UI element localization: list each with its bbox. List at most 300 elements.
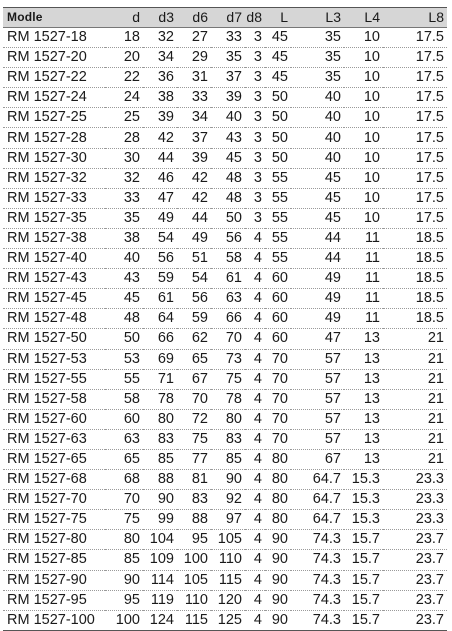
value-cell-d6: 115 (177, 610, 211, 630)
value-cell-l8: 21 (383, 409, 447, 429)
value-cell-d6: 59 (177, 309, 211, 329)
value-cell-l: 60 (265, 289, 291, 309)
value-cell-d7: 63 (211, 289, 245, 309)
value-cell-d6: 95 (177, 530, 211, 550)
value-cell-l: 60 (265, 309, 291, 329)
value-cell-d3: 56 (143, 249, 177, 269)
value-cell-l4: 15.3 (344, 490, 383, 510)
value-cell-d6: 110 (177, 590, 211, 610)
value-cell-d3: 90 (143, 490, 177, 510)
model-cell: RM 1527-43 (3, 269, 105, 289)
table-row (3, 490, 447, 510)
value-cell-l4: 15.7 (344, 530, 383, 550)
value-cell-l3: 40 (291, 88, 344, 108)
value-cell-l: 55 (265, 168, 291, 188)
value-cell-l: 55 (265, 228, 291, 248)
value-cell-d: 100 (105, 610, 143, 630)
value-cell-l3: 74.3 (291, 570, 344, 590)
value-cell-l4: 15.7 (344, 610, 383, 630)
value-cell-d8: 3 (245, 128, 265, 148)
value-cell-d8: 4 (245, 329, 265, 349)
value-cell-l3: 49 (291, 289, 344, 309)
value-cell-d7: 37 (211, 68, 245, 88)
model-cell: RM 1527-40 (3, 249, 105, 269)
value-cell-d7: 115 (211, 570, 245, 590)
value-cell-d3: 36 (143, 68, 177, 88)
value-cell-l4: 13 (344, 449, 383, 469)
table-row (3, 68, 447, 88)
value-cell-d7: 97 (211, 510, 245, 530)
value-cell-l4: 15.3 (344, 510, 383, 530)
value-cell-d7: 120 (211, 590, 245, 610)
value-cell-l4: 13 (344, 409, 383, 429)
value-cell-l: 70 (265, 349, 291, 369)
value-cell-l4: 10 (344, 208, 383, 228)
value-cell-l4: 10 (344, 128, 383, 148)
value-cell-d: 65 (105, 449, 143, 469)
table-row (3, 188, 447, 208)
value-cell-d: 22 (105, 68, 143, 88)
value-cell-d7: 75 (211, 369, 245, 389)
value-cell-l4: 11 (344, 309, 383, 329)
table-row (3, 289, 447, 309)
model-cell: RM 1527-63 (3, 429, 105, 449)
value-cell-d3: 71 (143, 369, 177, 389)
value-cell-l3: 57 (291, 349, 344, 369)
value-cell-l: 70 (265, 389, 291, 409)
value-cell-d3: 32 (143, 28, 177, 48)
value-cell-l8: 18.5 (383, 289, 447, 309)
value-cell-l4: 13 (344, 429, 383, 449)
value-cell-l4: 13 (344, 349, 383, 369)
value-cell-d6: 39 (177, 148, 211, 168)
value-cell-d: 24 (105, 88, 143, 108)
value-cell-d6: 72 (177, 409, 211, 429)
value-cell-d: 75 (105, 510, 143, 530)
value-cell-d: 63 (105, 429, 143, 449)
value-cell-l: 50 (265, 88, 291, 108)
value-cell-l3: 57 (291, 409, 344, 429)
value-cell-d8: 4 (245, 510, 265, 530)
value-cell-l8: 21 (383, 369, 447, 389)
value-cell-d: 32 (105, 168, 143, 188)
value-cell-l4: 15.3 (344, 470, 383, 490)
value-cell-d7: 73 (211, 349, 245, 369)
value-cell-d7: 56 (211, 228, 245, 248)
value-cell-l: 80 (265, 470, 291, 490)
value-cell-l4: 10 (344, 48, 383, 68)
value-cell-d3: 124 (143, 610, 177, 630)
table-row (3, 369, 447, 389)
value-cell-l3: 49 (291, 309, 344, 329)
value-cell-l3: 57 (291, 429, 344, 449)
model-cell: RM 1527-35 (3, 208, 105, 228)
value-cell-d8: 4 (245, 490, 265, 510)
value-cell-d: 20 (105, 48, 143, 68)
model-cell: RM 1527-58 (3, 389, 105, 409)
value-cell-d3: 104 (143, 530, 177, 550)
value-cell-d7: 70 (211, 329, 245, 349)
value-cell-l3: 45 (291, 188, 344, 208)
table-body (3, 28, 447, 631)
value-cell-d7: 58 (211, 249, 245, 269)
value-cell-l: 90 (265, 610, 291, 630)
value-cell-d6: 77 (177, 449, 211, 469)
value-cell-d8: 4 (245, 389, 265, 409)
value-cell-d: 45 (105, 289, 143, 309)
value-cell-d8: 4 (245, 530, 265, 550)
value-cell-l8: 17.5 (383, 28, 447, 48)
value-cell-d3: 85 (143, 449, 177, 469)
value-cell-d7: 92 (211, 490, 245, 510)
value-cell-d: 58 (105, 389, 143, 409)
header-row (3, 8, 447, 28)
value-cell-l4: 11 (344, 289, 383, 309)
model-cell: RM 1527-55 (3, 369, 105, 389)
value-cell-l3: 35 (291, 28, 344, 48)
table-row (3, 249, 447, 269)
table-row (3, 108, 447, 128)
table-row (3, 530, 447, 550)
column-header-l3: L3 (291, 8, 344, 28)
value-cell-d6: 49 (177, 228, 211, 248)
table-row (3, 550, 447, 570)
value-cell-d3: 59 (143, 269, 177, 289)
model-cell: RM 1527-20 (3, 48, 105, 68)
value-cell-l8: 23.7 (383, 550, 447, 570)
value-cell-l: 45 (265, 68, 291, 88)
value-cell-d6: 83 (177, 490, 211, 510)
value-cell-d: 50 (105, 329, 143, 349)
value-cell-l3: 64.7 (291, 470, 344, 490)
value-cell-d: 38 (105, 228, 143, 248)
value-cell-l8: 17.5 (383, 168, 447, 188)
table-row (3, 409, 447, 429)
value-cell-d6: 33 (177, 88, 211, 108)
value-cell-d8: 3 (245, 88, 265, 108)
model-cell: RM 1527-32 (3, 168, 105, 188)
value-cell-l3: 64.7 (291, 510, 344, 530)
value-cell-l8: 17.5 (383, 88, 447, 108)
value-cell-d7: 78 (211, 389, 245, 409)
table-row (3, 329, 447, 349)
value-cell-l: 70 (265, 429, 291, 449)
value-cell-d7: 105 (211, 530, 245, 550)
value-cell-d: 80 (105, 530, 143, 550)
value-cell-d8: 4 (245, 449, 265, 469)
value-cell-d8: 4 (245, 590, 265, 610)
model-cell: RM 1527-45 (3, 289, 105, 309)
value-cell-l: 80 (265, 449, 291, 469)
table-row (3, 590, 447, 610)
value-cell-d: 53 (105, 349, 143, 369)
value-cell-l3: 35 (291, 48, 344, 68)
value-cell-l8: 17.5 (383, 48, 447, 68)
value-cell-d6: 29 (177, 48, 211, 68)
value-cell-l4: 10 (344, 28, 383, 48)
value-cell-d8: 4 (245, 349, 265, 369)
value-cell-d3: 44 (143, 148, 177, 168)
column-header-d7: d7 (211, 8, 245, 28)
value-cell-d6: 81 (177, 470, 211, 490)
value-cell-l4: 10 (344, 168, 383, 188)
value-cell-d3: 69 (143, 349, 177, 369)
value-cell-l4: 15.7 (344, 590, 383, 610)
value-cell-d8: 4 (245, 550, 265, 570)
value-cell-d7: 33 (211, 28, 245, 48)
value-cell-l8: 21 (383, 389, 447, 409)
table-row (3, 269, 447, 289)
value-cell-l3: 49 (291, 269, 344, 289)
model-cell: RM 1527-68 (3, 470, 105, 490)
value-cell-l8: 23.7 (383, 590, 447, 610)
value-cell-l4: 10 (344, 188, 383, 208)
model-cell: RM 1527-60 (3, 409, 105, 429)
value-cell-l3: 74.3 (291, 550, 344, 570)
value-cell-d7: 48 (211, 168, 245, 188)
value-cell-d7: 61 (211, 269, 245, 289)
table-row (3, 28, 447, 48)
value-cell-d: 35 (105, 208, 143, 228)
value-cell-d6: 54 (177, 269, 211, 289)
value-cell-d6: 100 (177, 550, 211, 570)
model-cell: RM 1527-28 (3, 128, 105, 148)
value-cell-l3: 35 (291, 68, 344, 88)
value-cell-d8: 3 (245, 208, 265, 228)
value-cell-d3: 119 (143, 590, 177, 610)
value-cell-d6: 51 (177, 249, 211, 269)
value-cell-d: 70 (105, 490, 143, 510)
value-cell-d8: 4 (245, 228, 265, 248)
value-cell-l3: 45 (291, 208, 344, 228)
column-header-l4: L4 (344, 8, 383, 28)
table-row (3, 570, 447, 590)
column-header-d: d (105, 8, 143, 28)
model-cell: RM 1527-85 (3, 550, 105, 570)
model-cell: RM 1527-50 (3, 329, 105, 349)
value-cell-l4: 13 (344, 369, 383, 389)
value-cell-d6: 88 (177, 510, 211, 530)
value-cell-d8: 3 (245, 108, 265, 128)
value-cell-l4: 11 (344, 269, 383, 289)
value-cell-d3: 78 (143, 389, 177, 409)
value-cell-l8: 21 (383, 449, 447, 469)
value-cell-l3: 45 (291, 168, 344, 188)
value-cell-d6: 42 (177, 168, 211, 188)
table-row (3, 510, 447, 530)
table-row (3, 88, 447, 108)
value-cell-d6: 67 (177, 369, 211, 389)
value-cell-l8: 21 (383, 429, 447, 449)
model-cell: RM 1527-24 (3, 88, 105, 108)
value-cell-l4: 11 (344, 228, 383, 248)
value-cell-l3: 44 (291, 249, 344, 269)
value-cell-l3: 47 (291, 329, 344, 349)
value-cell-d: 90 (105, 570, 143, 590)
model-cell: RM 1527-18 (3, 28, 105, 48)
value-cell-d3: 99 (143, 510, 177, 530)
column-header-l: L (265, 8, 291, 28)
value-cell-l8: 23.7 (383, 610, 447, 630)
value-cell-l3: 40 (291, 108, 344, 128)
model-cell: RM 1527-25 (3, 108, 105, 128)
column-header-model: Modle (3, 8, 105, 28)
value-cell-l: 55 (265, 249, 291, 269)
model-cell: RM 1527-22 (3, 68, 105, 88)
value-cell-d3: 42 (143, 128, 177, 148)
value-cell-l3: 74.3 (291, 610, 344, 630)
value-cell-d: 33 (105, 188, 143, 208)
table-row (3, 148, 447, 168)
column-header-d8: d8 (245, 8, 265, 28)
value-cell-d7: 110 (211, 550, 245, 570)
value-cell-d3: 54 (143, 228, 177, 248)
value-cell-l8: 23.3 (383, 490, 447, 510)
model-cell: RM 1527-90 (3, 570, 105, 590)
value-cell-d6: 37 (177, 128, 211, 148)
value-cell-d7: 85 (211, 449, 245, 469)
column-header-d3: d3 (143, 8, 177, 28)
value-cell-l8: 18.5 (383, 228, 447, 248)
value-cell-l: 60 (265, 329, 291, 349)
value-cell-d8: 3 (245, 28, 265, 48)
value-cell-d8: 4 (245, 309, 265, 329)
value-cell-d7: 80 (211, 409, 245, 429)
value-cell-d3: 66 (143, 329, 177, 349)
table-row (3, 610, 447, 630)
value-cell-l8: 21 (383, 329, 447, 349)
value-cell-d7: 43 (211, 128, 245, 148)
value-cell-l3: 44 (291, 228, 344, 248)
model-cell: RM 1527-33 (3, 188, 105, 208)
value-cell-d: 40 (105, 249, 143, 269)
value-cell-d8: 3 (245, 48, 265, 68)
value-cell-l: 45 (265, 48, 291, 68)
value-cell-l8: 17.5 (383, 128, 447, 148)
value-cell-d: 25 (105, 108, 143, 128)
value-cell-d: 85 (105, 550, 143, 570)
table-row (3, 168, 447, 188)
value-cell-d: 43 (105, 269, 143, 289)
value-cell-l8: 23.3 (383, 510, 447, 530)
value-cell-l3: 57 (291, 389, 344, 409)
value-cell-d3: 34 (143, 48, 177, 68)
table-row (3, 208, 447, 228)
value-cell-d6: 56 (177, 289, 211, 309)
value-cell-l: 90 (265, 550, 291, 570)
value-cell-d8: 3 (245, 148, 265, 168)
value-cell-l: 70 (265, 409, 291, 429)
value-cell-l: 70 (265, 369, 291, 389)
value-cell-d7: 39 (211, 88, 245, 108)
table-row (3, 228, 447, 248)
value-cell-d8: 3 (245, 68, 265, 88)
value-cell-d6: 34 (177, 108, 211, 128)
value-cell-d6: 27 (177, 28, 211, 48)
table-row (3, 128, 447, 148)
table-row (3, 349, 447, 369)
value-cell-l: 90 (265, 570, 291, 590)
table-row (3, 48, 447, 68)
value-cell-l4: 11 (344, 249, 383, 269)
table-row (3, 470, 447, 490)
dimension-table (3, 7, 447, 631)
value-cell-l8: 17.5 (383, 68, 447, 88)
value-cell-d6: 42 (177, 188, 211, 208)
value-cell-d8: 4 (245, 470, 265, 490)
value-cell-d3: 49 (143, 208, 177, 228)
value-cell-l: 60 (265, 269, 291, 289)
value-cell-l4: 10 (344, 108, 383, 128)
value-cell-l8: 23.3 (383, 470, 447, 490)
value-cell-l8: 17.5 (383, 148, 447, 168)
value-cell-d7: 40 (211, 108, 245, 128)
model-cell: RM 1527-80 (3, 530, 105, 550)
value-cell-d3: 38 (143, 88, 177, 108)
table-row (3, 389, 447, 409)
value-cell-l4: 13 (344, 329, 383, 349)
value-cell-l8: 18.5 (383, 269, 447, 289)
value-cell-l3: 74.3 (291, 530, 344, 550)
value-cell-l: 90 (265, 590, 291, 610)
value-cell-l: 90 (265, 530, 291, 550)
value-cell-d8: 4 (245, 269, 265, 289)
model-cell: RM 1527-48 (3, 309, 105, 329)
value-cell-d3: 39 (143, 108, 177, 128)
value-cell-d7: 125 (211, 610, 245, 630)
value-cell-d6: 31 (177, 68, 211, 88)
model-cell: RM 1527-38 (3, 228, 105, 248)
value-cell-d8: 4 (245, 289, 265, 309)
value-cell-l: 50 (265, 128, 291, 148)
value-cell-l8: 17.5 (383, 208, 447, 228)
value-cell-l: 80 (265, 490, 291, 510)
table-row (3, 449, 447, 469)
value-cell-d8: 3 (245, 188, 265, 208)
value-cell-d3: 88 (143, 470, 177, 490)
value-cell-d3: 80 (143, 409, 177, 429)
value-cell-d7: 83 (211, 429, 245, 449)
value-cell-l4: 15.7 (344, 550, 383, 570)
value-cell-d: 48 (105, 309, 143, 329)
model-cell: RM 1527-65 (3, 449, 105, 469)
column-header-l8: L8 (383, 8, 447, 28)
value-cell-l3: 57 (291, 369, 344, 389)
value-cell-l3: 67 (291, 449, 344, 469)
model-cell: RM 1527-100 (3, 610, 105, 630)
value-cell-l4: 10 (344, 88, 383, 108)
model-cell: RM 1527-53 (3, 349, 105, 369)
model-cell: RM 1527-95 (3, 590, 105, 610)
value-cell-l: 55 (265, 208, 291, 228)
value-cell-d6: 70 (177, 389, 211, 409)
value-cell-d6: 62 (177, 329, 211, 349)
model-cell: RM 1527-30 (3, 148, 105, 168)
value-cell-l: 80 (265, 510, 291, 530)
value-cell-d3: 64 (143, 309, 177, 329)
value-cell-l4: 15.7 (344, 570, 383, 590)
value-cell-d6: 65 (177, 349, 211, 369)
value-cell-d3: 114 (143, 570, 177, 590)
value-cell-l4: 10 (344, 148, 383, 168)
value-cell-d8: 4 (245, 249, 265, 269)
value-cell-d7: 50 (211, 208, 245, 228)
value-cell-d8: 4 (245, 610, 265, 630)
column-header-d6: d6 (177, 8, 211, 28)
value-cell-d6: 75 (177, 429, 211, 449)
value-cell-l: 55 (265, 188, 291, 208)
value-cell-d: 60 (105, 409, 143, 429)
